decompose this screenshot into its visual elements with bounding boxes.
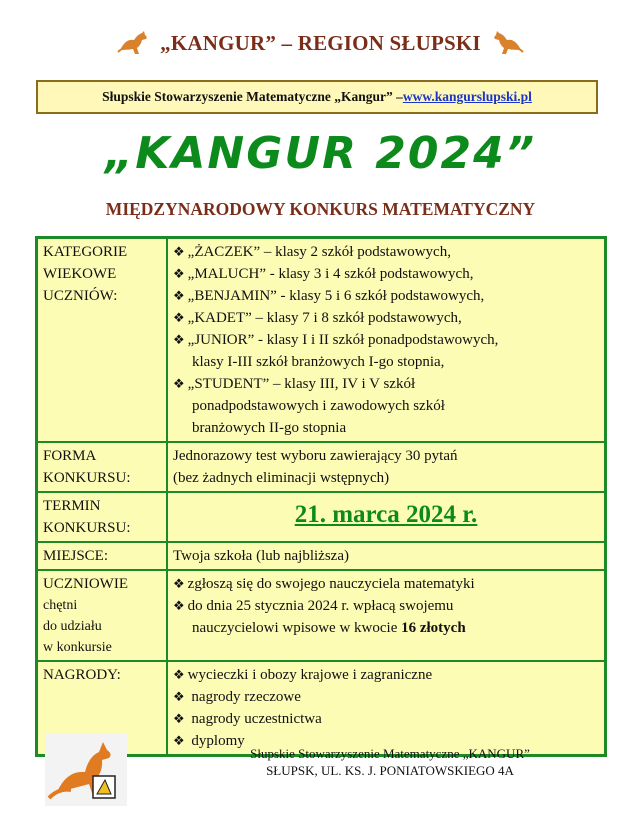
label-subline: w konkursie (43, 640, 112, 655)
bullet-icon: ❖ (173, 598, 185, 613)
categories-list (167, 238, 606, 443)
label-place: MIEJSCE: (37, 542, 168, 570)
bullet-icon: ❖ (173, 667, 185, 682)
label-line: WIEKOWE (43, 266, 117, 282)
website-link[interactable]: www.kangurslupski.pl (402, 89, 532, 104)
form-line: (bez żadnych eliminacji wstępnych) (173, 470, 390, 486)
place-value: Twoja szkoła (lub najbliższa) (167, 542, 606, 570)
header (0, 30, 641, 61)
header-line (116, 30, 525, 56)
footer (180, 745, 600, 779)
association-text: Słupskie Stowarzyszenie Matematyczne „Kangur” – (102, 89, 403, 104)
bullet-icon: ❖ (173, 244, 185, 259)
page-title: „KANGUR 2024” (104, 128, 537, 179)
bullet-icon: ❖ (173, 733, 185, 748)
prizes-list (167, 661, 606, 756)
info-table (35, 236, 607, 757)
label-line: FORMA (43, 448, 97, 464)
bullet-icon: ❖ (173, 332, 185, 347)
label-categories (37, 238, 168, 443)
label-line: KATEGORIE (43, 244, 128, 260)
bullet-icon: ❖ (173, 266, 185, 281)
footer-line-1: Słupskie Stowarzyszenie Matematyczne „KANGUR” (250, 746, 530, 761)
kangaroo-right-icon (491, 30, 525, 56)
bullet-icon: ❖ (173, 711, 185, 726)
bullet-icon: ❖ (173, 689, 185, 704)
footer-line-2: SŁUPSK, UL. KS. J. PONIATOWSKIEGO 4A (266, 763, 514, 778)
category-item: ❖ „JUNIOR” - klasy I i II szkół ponadpodstawowych, klasy I-III szkół branżowych I-go stopnia, (173, 332, 499, 370)
form-line: Jednorazowy test wyboru zawierający 30 pytań (173, 448, 458, 464)
label-line: UCZNIOWIE (43, 576, 128, 592)
bullet-icon: ❖ (173, 288, 185, 303)
label-line: KONKURSU: (43, 470, 131, 486)
label-subline: do udziału (43, 619, 102, 634)
label-form (37, 442, 168, 492)
association-banner (36, 80, 598, 114)
row-place (37, 542, 606, 570)
row-students (37, 570, 606, 661)
label-line: UCZNIÓW: (43, 288, 118, 304)
label-prizes: NAGRODY: (37, 661, 168, 756)
label-line: KONKURSU: (43, 520, 131, 536)
row-form (37, 442, 606, 492)
contest-date: 21. marca 2024 r. (167, 492, 606, 542)
kangaroo-left-icon (116, 30, 150, 56)
page-subtitle: MIĘDZYNARODOWY KONKURS MATEMATYCZNY (105, 199, 536, 219)
label-line: TERMIN (43, 498, 101, 514)
form-value (167, 442, 606, 492)
row-categories (37, 238, 606, 443)
fee-amount: 16 złotych (401, 620, 466, 636)
category-item: ❖ „KADET” – klasy 7 i 8 szkół podstawowych, (173, 310, 462, 326)
students-item: ❖ zgłoszą się do swojego nauczyciela matematyki (173, 576, 475, 592)
category-item: ❖ „STUDENT” – klasy III, IV i V szkół ponadpodstawowych i zawodowych szkół branżowych II-go stopnia (173, 376, 445, 436)
row-term (37, 492, 606, 542)
bullet-icon: ❖ (173, 576, 185, 591)
category-item: ❖ „MALUCH” - klasy 3 i 4 szkół podstawowych, (173, 266, 474, 282)
label-students (37, 570, 168, 661)
prize-item: ❖ dyplomy (173, 733, 245, 749)
prize-item: ❖ nagrody uczestnictwa (173, 711, 322, 727)
prize-item: ❖ wycieczki i obozy krajowe i zagraniczne (173, 667, 433, 683)
category-item: ❖ „ŻACZEK” – klasy 2 szkół podstawowych, (173, 244, 451, 260)
header-title: „KANGUR” – REGION SŁUPSKI (160, 30, 481, 55)
bullet-icon: ❖ (173, 376, 185, 391)
label-subline: chętni (43, 598, 78, 613)
students-list (167, 570, 606, 661)
students-item: ❖ do dnia 25 stycznia 2024 r. wpłacą swojemu nauczycielowi wpisowe w kwocie 16 złotych (173, 598, 466, 636)
bullet-icon: ❖ (173, 310, 185, 325)
kangur-logo-icon (45, 734, 127, 806)
category-item: ❖ „BENJAMIN” - klasy 5 i 6 szkół podstawowych, (173, 288, 485, 304)
label-term (37, 492, 168, 542)
prize-item: ❖ nagrody rzeczowe (173, 689, 301, 705)
